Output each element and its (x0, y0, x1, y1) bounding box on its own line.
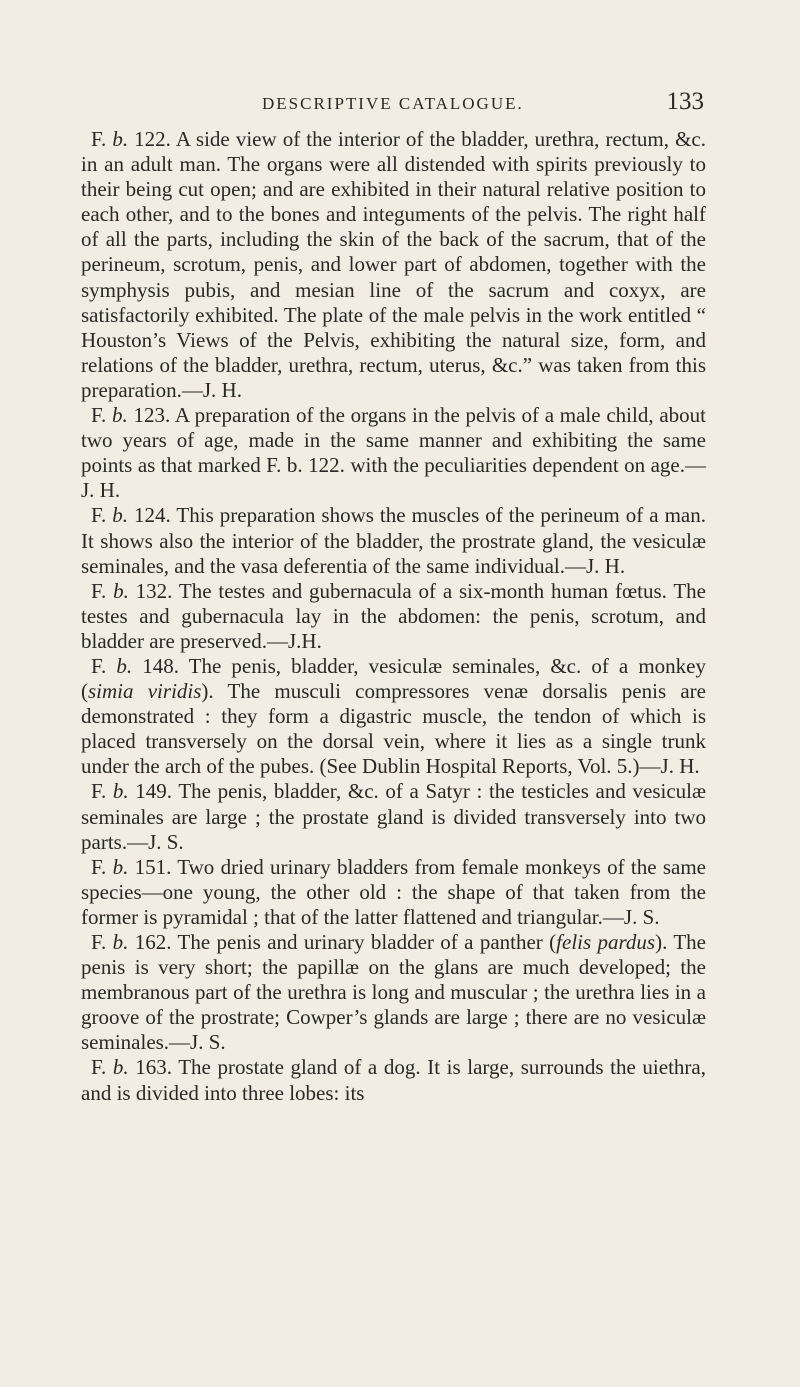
entry-f-b-122: F. b. 122. A side view of the interior of the bladder, urethra, rectum, &c. in an adult man. The organs were all distended with spirits previously to their being cut open; and are exhibited in their natural relative position to each other, and to the bones and integuments of the pelvis. The right half of all the parts, including the skin of the back of the sacrum, that of the perineum, scrotum, penis, and lower part of abdomen, together with the symphysis pubis, and mesian line of the sacrum and coxyx, are satisfactorily exhibited. The plate of the male pelvis in the work entitled “ Houston’s Views of the Pelvis, exhibiting the natural size, form, and relations of the bladder, urethra, rectum, uterus, &c.” was taken from this preparation.—J. H. (81, 127, 706, 402)
entry-f-b-151: F. b. 151. Two dried urinary bladders from female monkeys of the same species—one young, the other old : the shape of that taken from the former is pyramidal ; that of the latter flattened and triangular.—J. S. (81, 854, 707, 929)
species-name: simia viridis (88, 679, 202, 704)
entry-f-b-162: F. b. 162. The penis and urinary bladder of a panther (felis pardus). The penis is very short; the papillæ on the glans are much developed; the membranous part of the urethra is long and muscular ; the urethra lies in a groove of the prostrate; Cowper’s glands are large ; there are no vesiculæ seminales.—J. S. (81, 930, 706, 1055)
running-head: DESCRIPTIVE CATALOGUE. (262, 94, 524, 113)
entry-f-b-132: F. b. 132. The testes and gubernacula of a six-month human fœtus. The testes and gubernacula lay in the abdomen: the penis, scrotum, and bladder are preserved.—J.H. (81, 578, 706, 653)
entry-f-b-149: F. b. 149. The penis, bladder, &c. of a Satyr : the testicles and vesiculæ seminales are large ; the prostate gland is divided transversely into two parts.—J. S. (81, 779, 707, 854)
entry-f-b-148: F. b. 148. The penis, bladder, vesiculæ seminales, &c. of a monkey (simia viridis). The musculi compressores venæ dorsalis penis are demonstrated : they form a digastric muscle, the tendon of which is placed transversely on the dorsal vein, where it lies as a single trunk under the arch of the pubes. (See Dublin Hospital Reports, Vol. 5.)—J. H. (81, 653, 707, 779)
catalogue-body (81, 127, 706, 1106)
entry-f-b-124: F. b. 124. This preparation shows the muscles of the perineum of a man. It shows also the interior of the bladder, the prostrate gland, the vesiculæ seminales, and the vasa deferentia of the same individual.—J. H. (81, 503, 706, 578)
entry-f-b-123: F. b. 123. A preparation of the organs in the pelvis of a male child, about two years of age, made in the same manner and exhibiting the same points as that marked F. b. 122. with the peculiarities dependent on age.—J. H. (81, 403, 706, 503)
page-number: 133 (666, 88, 704, 115)
entry-f-b-163: F. b. 163. The prostate gland of a dog. It is large, surrounds the uiethra, and is divided into three lobes: its (81, 1055, 706, 1105)
species-name: felis pardus (556, 930, 656, 954)
page-header (0, 88, 800, 118)
